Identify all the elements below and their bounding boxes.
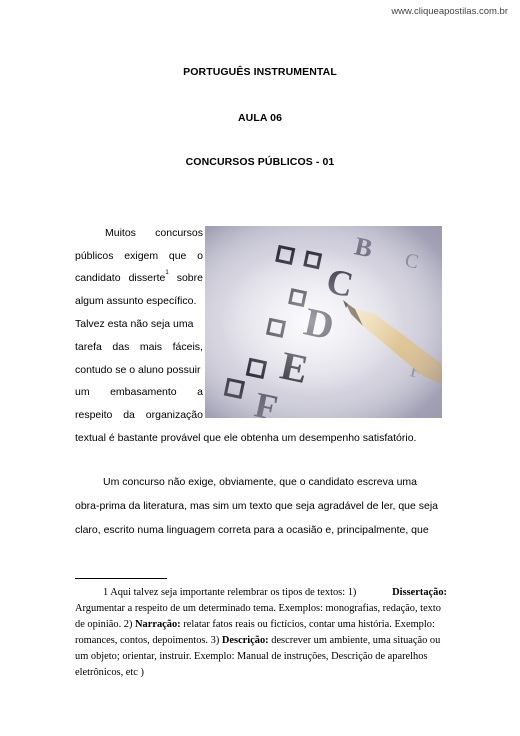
footnote-line-1: 1 Aqui talvez seja importante relembrar os tipos de textos: 1) Dissertação: [103,587,447,598]
para2-line-1: Um concurso não exige, obviamente, que o candidato escreva uma [103,476,418,488]
para1-line-3: candidato disserte$^1$ sobre [75,270,203,284]
para1-line-2: públicos exigem que o [75,250,203,262]
para2-line-2: obra-prima da literatura, mas sim um texto que seja agradável de ler, que seja [75,500,439,512]
footnote-line-4: romances, contos, depoimentos. 3) Descrição: descrever um ambiente, uma situação ou [75,635,441,646]
para2-line-3: claro, escrito numa linguagem correta para a ocasião e, principalmente, que [75,524,429,536]
para1-line-6: tarefa das mais fáceis, [75,341,203,353]
footnote-line-3: de opinião. 2) Narração: relatar fatos reais ou fictícios, contar uma história. Exemplo: [75,619,435,630]
footnote-line-2: Argumentar a respeito de um determinado tema. Exemplos: monografias, redação, texto [75,603,441,614]
answer-sheet-image [205,226,442,418]
footnote-line-6: eletrônicos, etc ) [75,667,144,678]
topic-title: CONCURSOS PÚBLICOS - 01 [185,156,335,168]
footnote-separator [75,578,167,579]
footnote-line-5: um objeto; orientar, instruir. Exemplo: Manual de instruções, Descrição de aparelhos [75,651,428,662]
para1-line-8: um embasamento a [75,386,203,398]
para1-line-1: Muitos concursos [105,227,203,239]
para1-line-4: algum assunto específico. [75,295,197,307]
footnote-ref: 1 [165,270,169,276]
site-url: www.cliqueapostilas.com.br [391,6,508,17]
para1-last-line: textual é bastante provável que ele obtenha um desempenho satisfatório. [75,432,417,444]
para1-line-7: contudo se o aluno possuir [75,364,201,376]
para1-line-5: Talvez esta não seja uma [75,318,194,330]
lesson-title: AULA 06 [237,112,283,124]
para1-line-9: respeito da organização [75,409,203,421]
course-title: PORTUGUÊS INSTRUMENTAL [183,66,337,78]
